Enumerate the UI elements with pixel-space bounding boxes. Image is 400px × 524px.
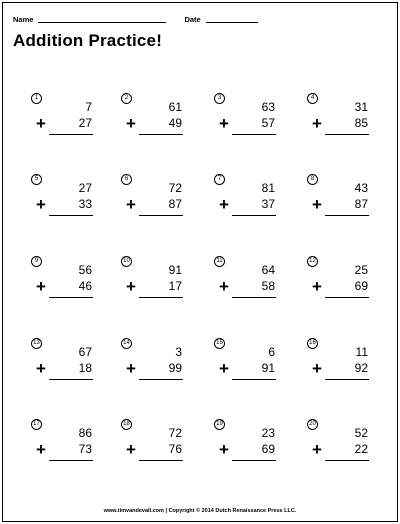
top-addend: 64 xyxy=(261,263,275,277)
top-addend: 56 xyxy=(78,263,92,277)
problem-item xyxy=(121,93,191,153)
problem-number-badge: 5 xyxy=(31,174,42,185)
plus-sign: + xyxy=(219,277,229,296)
problem-item xyxy=(307,174,377,234)
plus-sign: + xyxy=(36,359,46,378)
top-addend: 27 xyxy=(78,181,92,195)
bottom-addend: 76 xyxy=(168,442,182,456)
problem-number-badge: 11 xyxy=(214,256,225,267)
top-addend: 81 xyxy=(261,181,275,195)
answer-line xyxy=(139,134,183,135)
answer-line xyxy=(49,460,93,461)
problem-item xyxy=(214,174,284,234)
top-addend: 72 xyxy=(168,426,182,440)
problem-number-badge: 19 xyxy=(214,419,225,430)
plus-sign: + xyxy=(219,195,229,214)
bottom-addend: 69 xyxy=(354,279,368,293)
problem-number-badge: 14 xyxy=(121,338,132,349)
top-addend: 25 xyxy=(354,263,368,277)
top-addend: 31 xyxy=(354,100,368,114)
problem-number-badge: 1 xyxy=(31,93,42,104)
top-addend: 11 xyxy=(355,345,368,359)
plus-sign: + xyxy=(126,359,136,378)
problem-item xyxy=(31,93,101,153)
plus-sign: + xyxy=(36,277,46,296)
plus-sign: + xyxy=(312,359,322,378)
plus-sign: + xyxy=(312,114,322,133)
bottom-addend: 49 xyxy=(168,116,182,130)
plus-sign: + xyxy=(126,277,136,296)
problem-number-badge: 17 xyxy=(31,419,42,430)
problem-item xyxy=(307,93,377,153)
plus-sign: + xyxy=(36,440,46,459)
plus-sign: + xyxy=(36,114,46,133)
problem-number-badge: 18 xyxy=(121,419,132,430)
problem-item xyxy=(31,419,101,479)
top-addend: 52 xyxy=(354,426,368,440)
problem-number-badge: 9 xyxy=(31,256,42,267)
plus-sign: + xyxy=(312,440,322,459)
answer-line xyxy=(49,379,93,380)
problem-item xyxy=(31,338,101,398)
problem-number-badge: 4 xyxy=(307,93,318,104)
answer-line xyxy=(325,297,369,298)
problem-item xyxy=(121,174,191,234)
answer-line xyxy=(325,134,369,135)
bottom-addend: 37 xyxy=(261,197,275,211)
plus-sign: + xyxy=(219,114,229,133)
problem-number-badge: 8 xyxy=(307,174,318,185)
top-addend: 72 xyxy=(168,181,182,195)
problem-item xyxy=(31,174,101,234)
problem-number-badge: 20 xyxy=(307,419,318,430)
problem-number-badge: 12 xyxy=(307,256,318,267)
problem-number-badge: 6 xyxy=(121,174,132,185)
problem-item xyxy=(214,93,284,153)
top-addend: 63 xyxy=(261,100,275,114)
answer-line xyxy=(49,297,93,298)
problem-number-badge: 13 xyxy=(31,338,42,349)
copyright-footer: www.timvandevall.com | Copyright © 2014 Dutch Renaissance Press LLC. xyxy=(103,508,297,514)
plus-sign: + xyxy=(126,195,136,214)
problem-number-badge: 16 xyxy=(307,338,318,349)
top-addend: 43 xyxy=(354,181,368,195)
problem-item xyxy=(307,256,377,316)
top-addend: 3 xyxy=(175,345,182,359)
answer-line xyxy=(49,215,93,216)
bottom-addend: 46 xyxy=(78,279,92,293)
top-addend: 23 xyxy=(261,426,275,440)
bottom-addend: 73 xyxy=(78,442,92,456)
answer-line xyxy=(232,215,276,216)
problem-number-badge: 7 xyxy=(214,174,225,185)
plus-sign: + xyxy=(126,440,136,459)
plus-sign: + xyxy=(36,195,46,214)
problem-item xyxy=(214,338,284,398)
answer-line xyxy=(325,215,369,216)
bottom-addend: 91 xyxy=(261,361,275,375)
plus-sign: + xyxy=(219,440,229,459)
problem-number-badge: 3 xyxy=(214,93,225,104)
problem-item xyxy=(121,419,191,479)
page-title: Addition Practice! xyxy=(13,31,163,50)
worksheet-header xyxy=(13,12,258,24)
bottom-addend: 87 xyxy=(168,197,182,211)
bottom-addend: 27 xyxy=(78,116,92,130)
problem-item xyxy=(31,256,101,316)
bottom-addend: 69 xyxy=(261,442,275,456)
top-addend: 7 xyxy=(85,100,92,114)
answer-line xyxy=(325,460,369,461)
problem-number-badge: 15 xyxy=(214,338,225,349)
answer-line xyxy=(139,379,183,380)
answer-line xyxy=(325,379,369,380)
bottom-addend: 92 xyxy=(354,361,368,375)
problem-number-badge: 2 xyxy=(121,93,132,104)
answer-line xyxy=(139,297,183,298)
top-addend: 86 xyxy=(78,426,92,440)
top-addend: 6 xyxy=(268,345,275,359)
plus-sign: + xyxy=(126,114,136,133)
bottom-addend: 58 xyxy=(261,279,275,293)
problem-item xyxy=(121,256,191,316)
top-addend: 91 xyxy=(168,263,182,277)
answer-line xyxy=(232,460,276,461)
answer-line xyxy=(139,460,183,461)
problem-item xyxy=(121,338,191,398)
bottom-addend: 87 xyxy=(354,197,368,211)
top-addend: 67 xyxy=(78,345,92,359)
answer-line xyxy=(232,134,276,135)
top-addend: 61 xyxy=(168,100,182,114)
name-field-line xyxy=(38,22,166,23)
date-field-line xyxy=(206,22,258,23)
bottom-addend: 33 xyxy=(78,197,92,211)
answer-line xyxy=(232,379,276,380)
bottom-addend: 17 xyxy=(168,279,182,293)
bottom-addend: 22 xyxy=(354,442,368,456)
bottom-addend: 99 xyxy=(168,361,182,375)
plus-sign: + xyxy=(219,359,229,378)
bottom-addend: 57 xyxy=(261,116,275,130)
name-label: Name xyxy=(13,15,34,24)
date-label: Date xyxy=(184,15,201,24)
problem-number-badge: 10 xyxy=(121,256,132,267)
plus-sign: + xyxy=(312,277,322,296)
answer-line xyxy=(139,215,183,216)
bottom-addend: 18 xyxy=(78,361,92,375)
plus-sign: + xyxy=(312,195,322,214)
problem-item xyxy=(214,256,284,316)
problem-item xyxy=(214,419,284,479)
answer-line xyxy=(232,297,276,298)
bottom-addend: 85 xyxy=(354,116,368,130)
answer-line xyxy=(49,134,93,135)
problem-item xyxy=(307,419,377,479)
problem-item xyxy=(307,338,377,398)
